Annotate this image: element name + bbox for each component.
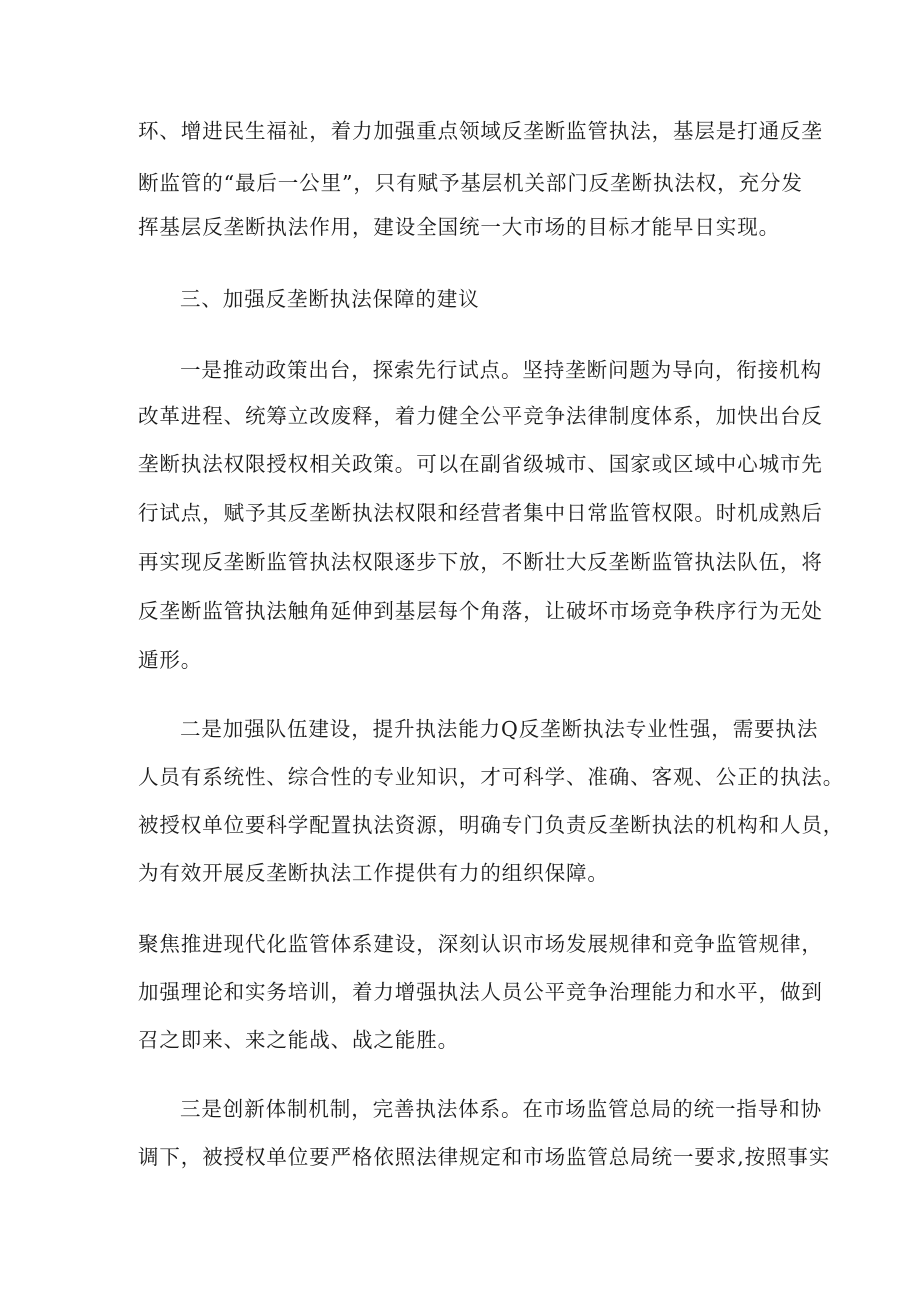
paragraph-2-line-1: 二是加强队伍建设，提升执法能力Q反垄断执法专业性强，需要执法 bbox=[180, 717, 819, 741]
paragraph-1-line-7: 遁形。 bbox=[138, 648, 203, 672]
paragraph-1-line-4: 行试点，赋予其反垄断执法权限和经营者集中日常监管权限。时机成熟后 bbox=[138, 501, 823, 525]
paragraph-2-line-2: 人员有系统性、综合性的专业知识，才可科学、准确、客观、公正的执法。 bbox=[138, 765, 845, 789]
paragraph-1-line-1: 一是推动政策出台，探索先行试点。坚持垄断问题为导向，衔接机构 bbox=[180, 358, 822, 382]
paragraph-1-line-6: 反垄断监管执法触角延伸到基层每个角落，让破坏市场竞争秩序行为无处 bbox=[138, 599, 823, 623]
paragraph-continued-line-2: 断监管的“最后一公里”，只有赋予基层机关部门反垄断执法权，充分发 bbox=[138, 171, 803, 195]
paragraph-3-line-2: 调下，被授权单位要严格依照法律规定和市场监管总局统一要求,按照事实 bbox=[138, 1145, 831, 1169]
paragraph-1-line-2: 改革进程、统筹立改废释，着力健全公平竞争法律制度体系，加快出台反 bbox=[138, 404, 823, 428]
paragraph-1-line-5: 再实现反垄断监管执法权限逐步下放，不断壮大反垄断监管执法队伍，将 bbox=[138, 550, 823, 574]
section-heading: 三、加强反垄断执法保障的建议 bbox=[180, 287, 480, 311]
paragraph-1-line-3: 垄断执法权限授权相关政策。可以在副省级城市、国家或区域中心城市先 bbox=[138, 452, 823, 476]
paragraph-2-line-3: 被授权单位要科学配置执法资源，明确专门负责反垄断执法的机构和人员， bbox=[138, 813, 845, 837]
paragraph-focus-line-1: 聚焦推进现代化监管体系建设，深刻认识市场发展规律和竞争监管规律， bbox=[138, 932, 823, 956]
paragraph-focus-line-2: 加强理论和实务培训，着力增强执法人员公平竞争治理能力和水平，做到 bbox=[138, 980, 823, 1004]
paragraph-focus-line-3: 召之即来、来之能战、战之能胜。 bbox=[138, 1028, 459, 1052]
paragraph-continued-line-1: 环、增进民生福祉，着力加强重点领域反垄断监管执法，基层是打通反垄 bbox=[138, 119, 823, 143]
paragraph-2-line-4: 为有效开展反垄断执法工作提供有力的组织保障。 bbox=[138, 861, 609, 885]
paragraph-continued-line-3: 挥基层反垄断执法作用，建设全国统一大市场的目标才能早日实现。 bbox=[138, 215, 780, 239]
paragraph-3-line-1: 三是创新体制机制，完善执法体系。在市场监管总局的统一指导和协 bbox=[180, 1097, 822, 1121]
